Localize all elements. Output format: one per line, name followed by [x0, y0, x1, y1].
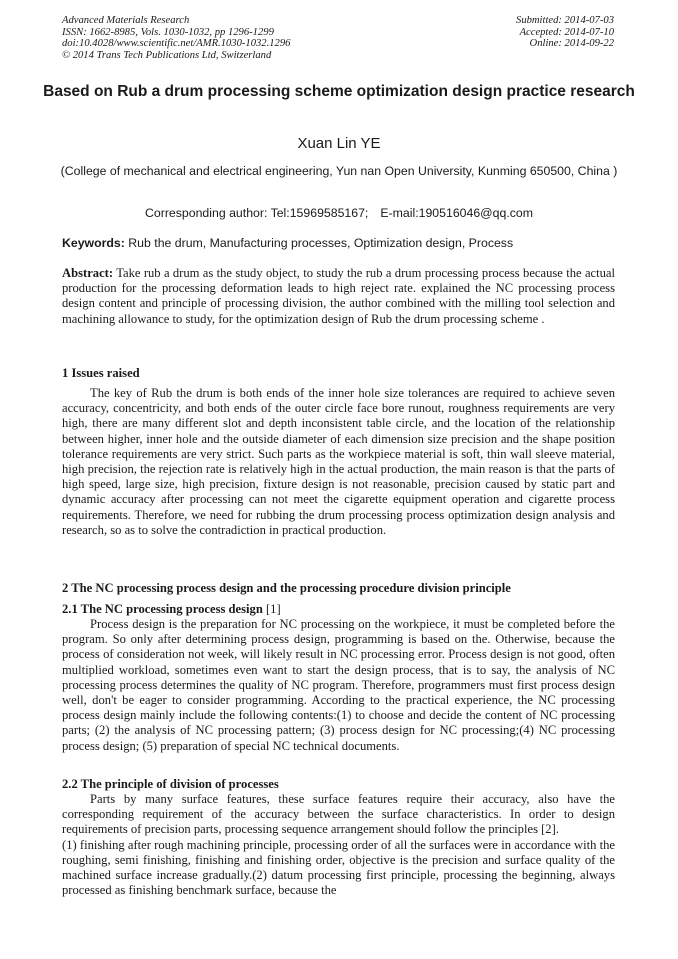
author-affiliation: (College of mechanical and electrical engineering, Yun nan Open University, Kunming 650500, China ) [60, 164, 618, 178]
journal-header [62, 15, 290, 61]
keywords-text: Rub the drum, Manufacturing processes, Optimization design, Process [128, 236, 514, 250]
corresponding-tel: Corresponding author: Tel:15969585167; [145, 206, 369, 220]
corresponding-info [40, 205, 638, 221]
section-2-2-paragraph-1: Parts by many surface features, these surface features require their accuracy, also have the corresponding requirement of the accuracy between the surface characteristics. In order to design requirements of precision parts, processing sequence arrangement should follow the principles [2]. [62, 792, 615, 837]
keywords-label: Keywords: [62, 236, 125, 250]
abstract-text: Take rub a drum as the study object, to study the rub a drum processing process because the actual production for the processing deformation leads to high reject rate. explained the NC processing process design content and principle of processing division, the author combined with the milling tool selection and machining allowance to study, for the optimization design of Rub the drum processing scheme . [62, 266, 616, 326]
section-2-1-title: 2.1 The NC processing process design [62, 602, 263, 616]
submission-dates [516, 15, 614, 50]
journal-issn: ISSN: 1662-8985, Vols. 1030-1032, pp 1296-1299 [62, 26, 274, 38]
journal-copyright: © 2014 Trans Tech Publications Ltd, Switzerland [62, 49, 272, 61]
abstract [62, 266, 615, 327]
section-1-body: The key of Rub the drum is both ends of the inner hole size tolerances are required to achieve seven accuracy, concentricity, and both ends of the outer circle face bore runout, roughness requirements are very high, there are many different slot and depth inconsistent table circle, and the location of the relationship between higher, inner hole and the outside diameter of each dimension size precision and the shape position tolerance requirements are very strict. Such parts as the workpiece material is soft, thin wall sleeve material, high precision, the rejection rate is relatively high in the actual production, the main reason is that the parts of high speed, large size, high precision, fixture design is not reasonable, precision caused by static part and dynamic accuracy after processing can not meet the cigarette equipment operation and cigarette process requirements. Therefore, we need for rubbing the drum processing process optimization design analysis and research, so as to solve the contradiction in practical production. [62, 386, 615, 537]
section-2-1-body: Process design is the preparation for NC processing on the workpiece, it must be completed before the program. So only after determining process design, programming is based on the. Otherwise, because the process of consideration not week, will likely result in NC processing error. Process design is not good, often multiplied workload, sometimes even want to start the design process, that is to say, the analysis of NC processing process determines the quality of NC program. Therefore, programmers must first process design well, don't be eager to consider programming. According to the practical experience, the NC processing process design mainly include the following contents:(1) to choose and decide the content of NC processing parts; (2) the analysis of NC processing pattern; (3) process design for NC processing;(4) NC processing process design; (5) preparation of special NC technical documents. [62, 617, 615, 753]
date-submitted: Submitted: 2014-07-03 [516, 15, 614, 26]
journal-doi: doi:10.4028/www.scientific.net/AMR.1030-1032.1296 [62, 38, 291, 50]
date-accepted: Accepted: 2014-07-10 [519, 26, 614, 38]
section-2-2-paragraph-2: (1) finishing after rough machining principle, processing order of all the surfaces were in accordance with the roughing, semi finishing, finishing and finishing order, objective is the precision and surface quality of the machined surface increase gradually.(2) datum processing first principle, processing the beginning, always processed as finishing benchmark surface, because the [62, 837, 615, 898]
corresponding-email: E-mail:190516046@qq.com [380, 206, 533, 220]
section-1-heading: 1 Issues raised [62, 366, 140, 380]
author-name: Xuan Lin YE [297, 135, 381, 152]
section-2-2-body [62, 792, 615, 898]
keywords [62, 235, 618, 251]
journal-name: Advanced Materials Research [62, 15, 190, 26]
section-2-2-heading: 2.2 The principle of division of processes [62, 777, 279, 791]
paper-title: Based on Rub a drum processing scheme optimization design practice research [43, 83, 635, 100]
section-2-1-ref: [1] [265, 602, 281, 616]
abstract-label: Abstract: [62, 266, 114, 280]
section-2-1-heading [62, 602, 615, 617]
date-online: Online: 2014-09-22 [529, 38, 614, 50]
section-2-heading: 2 The NC processing process design and the processing procedure division principle [62, 581, 511, 595]
